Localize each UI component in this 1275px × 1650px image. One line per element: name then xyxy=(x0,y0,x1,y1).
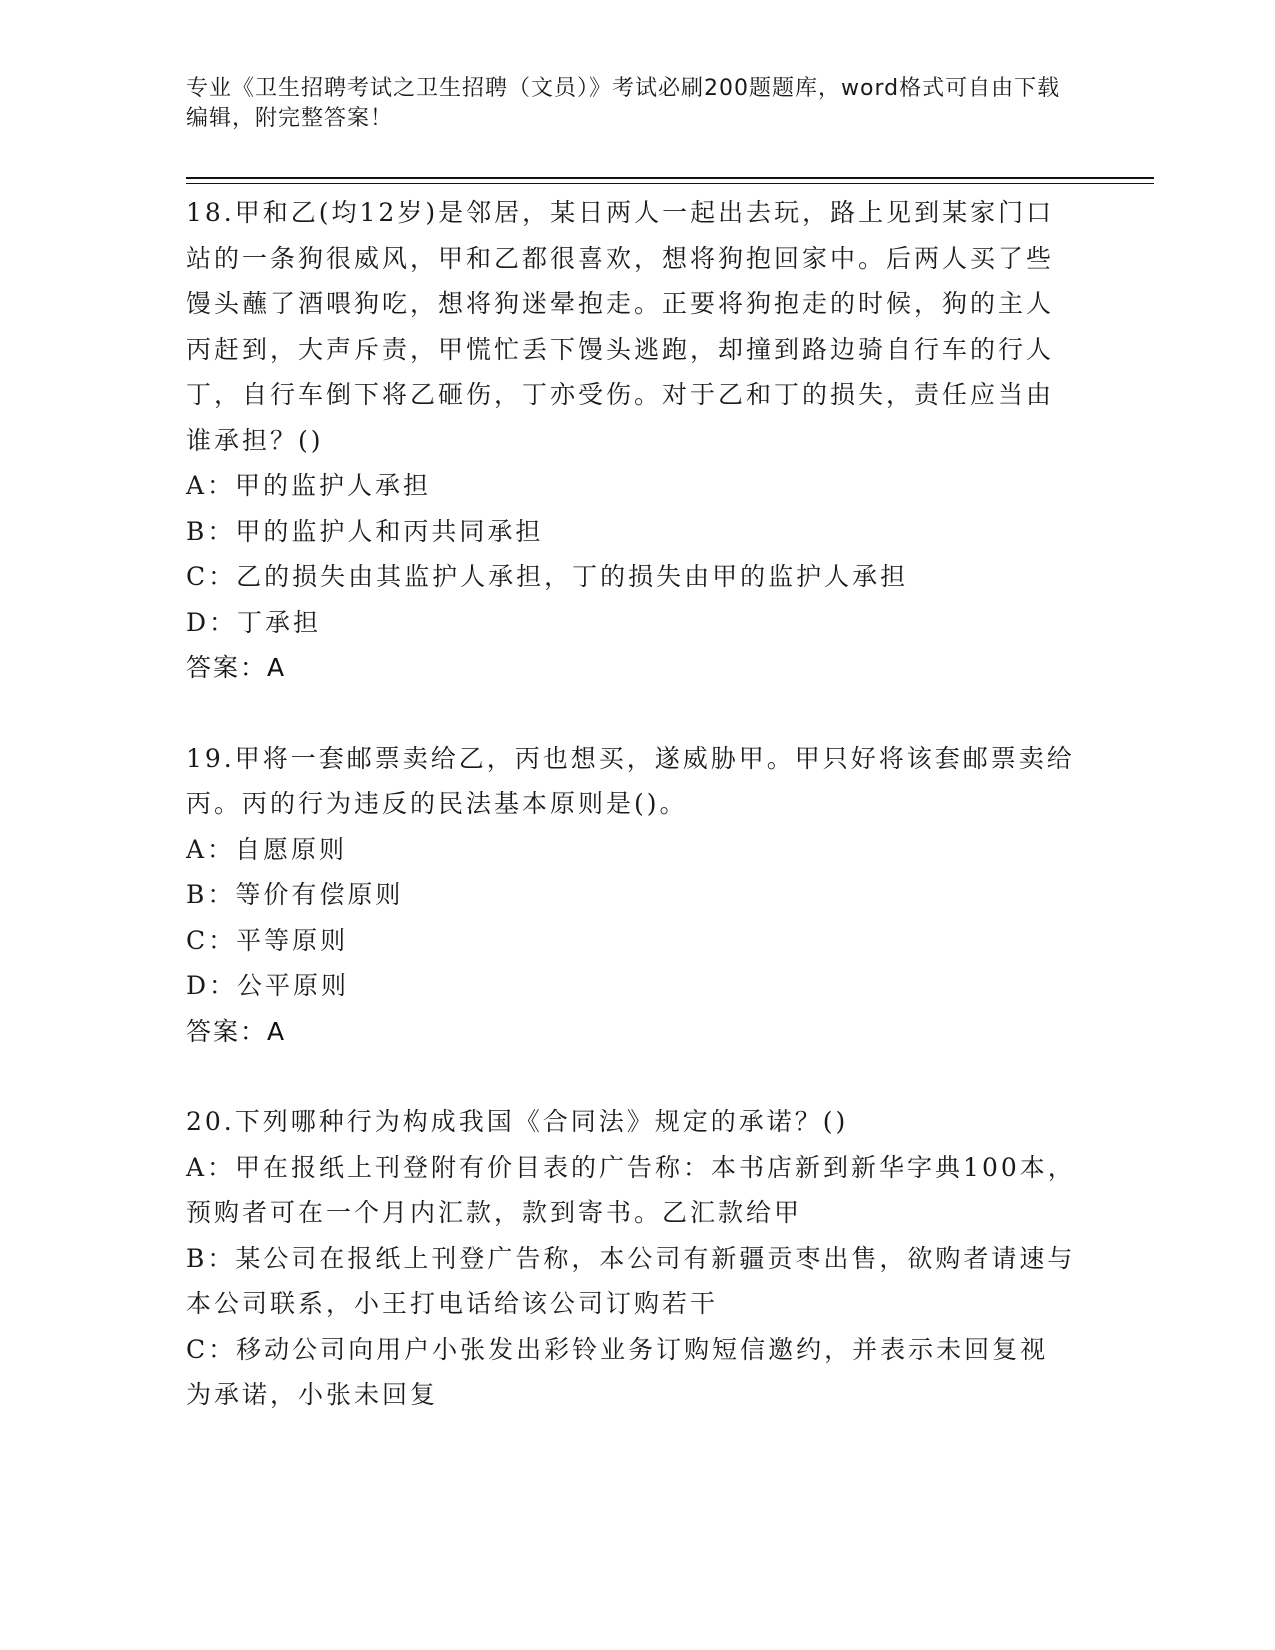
question-list xyxy=(186,190,1076,1418)
question-stem: 20.下列哪种行为构成我国《合同法》规定的承诺？() xyxy=(186,1107,849,1136)
question-20 xyxy=(186,1099,1076,1418)
option-a: A：甲在报纸上刊登附有价目表的广告称：本书店新到新华字典100本，预购者可在一个月内汇款，款到寄书。乙汇款给甲 xyxy=(186,1152,1076,1227)
question-18 xyxy=(186,190,1076,691)
option-d: D：公平原则 xyxy=(186,971,350,1000)
page-header: 专业《卫生招聘考试之卫生招聘（文员）》考试必刷200题题库，word格式可自由下载编辑，附完整答案！ xyxy=(186,76,1061,131)
option-a: A：甲的监护人承担 xyxy=(186,471,432,500)
option-c: C：平等原则 xyxy=(186,925,349,955)
option-c: C：乙的损失由其监护人承担，丁的损失由甲的监护人承担 xyxy=(186,562,909,591)
option-d: D：丁承担 xyxy=(186,607,322,637)
option-a: A：自愿原则 xyxy=(186,834,348,864)
answer-line: 答案：A xyxy=(186,653,287,682)
option-b: B：甲的监护人和丙共同承担 xyxy=(186,516,544,546)
question-19 xyxy=(186,736,1076,1055)
header-divider-thin xyxy=(186,183,1154,184)
option-c: C：移动公司向用户小张发出彩铃业务订购短信邀约，并表示未回复视为承诺，小张未回复 xyxy=(186,1334,1049,1409)
option-b: B：等价有偿原则 xyxy=(186,880,404,909)
option-b: B：某公司在报纸上刊登广告称，本公司有新疆贡枣出售，欲购者请速与本公司联系，小王打电话给该公司订购若干 xyxy=(186,1243,1076,1318)
answer-line: 答案：A xyxy=(186,1016,287,1046)
question-stem: 18.甲和乙(均12岁)是邻居，某日两人一起出去玩，路上见到某家门口站的一条狗很威风，甲和乙都很喜欢，想将狗抱回家中。后两人买了些馒头蘸了酒喂狗吃，想将狗迷晕抱走。正要将狗抱走的时候，狗的主人丙赶到，大声斥责，甲慌忙丢下馒头逃跑，却撞到路边骑自行车的行人丁，自行车倒下将乙砸伤，丁亦受伤。对于乙和丁的损失，责任应当由谁承担？() xyxy=(186,198,1055,455)
question-stem: 19.甲将一套邮票卖给乙，丙也想买，遂威胁甲。甲只好将该套邮票卖给丙。丙的行为违反的民法基本原则是()。 xyxy=(186,743,1075,818)
header-divider-thick xyxy=(186,177,1154,179)
